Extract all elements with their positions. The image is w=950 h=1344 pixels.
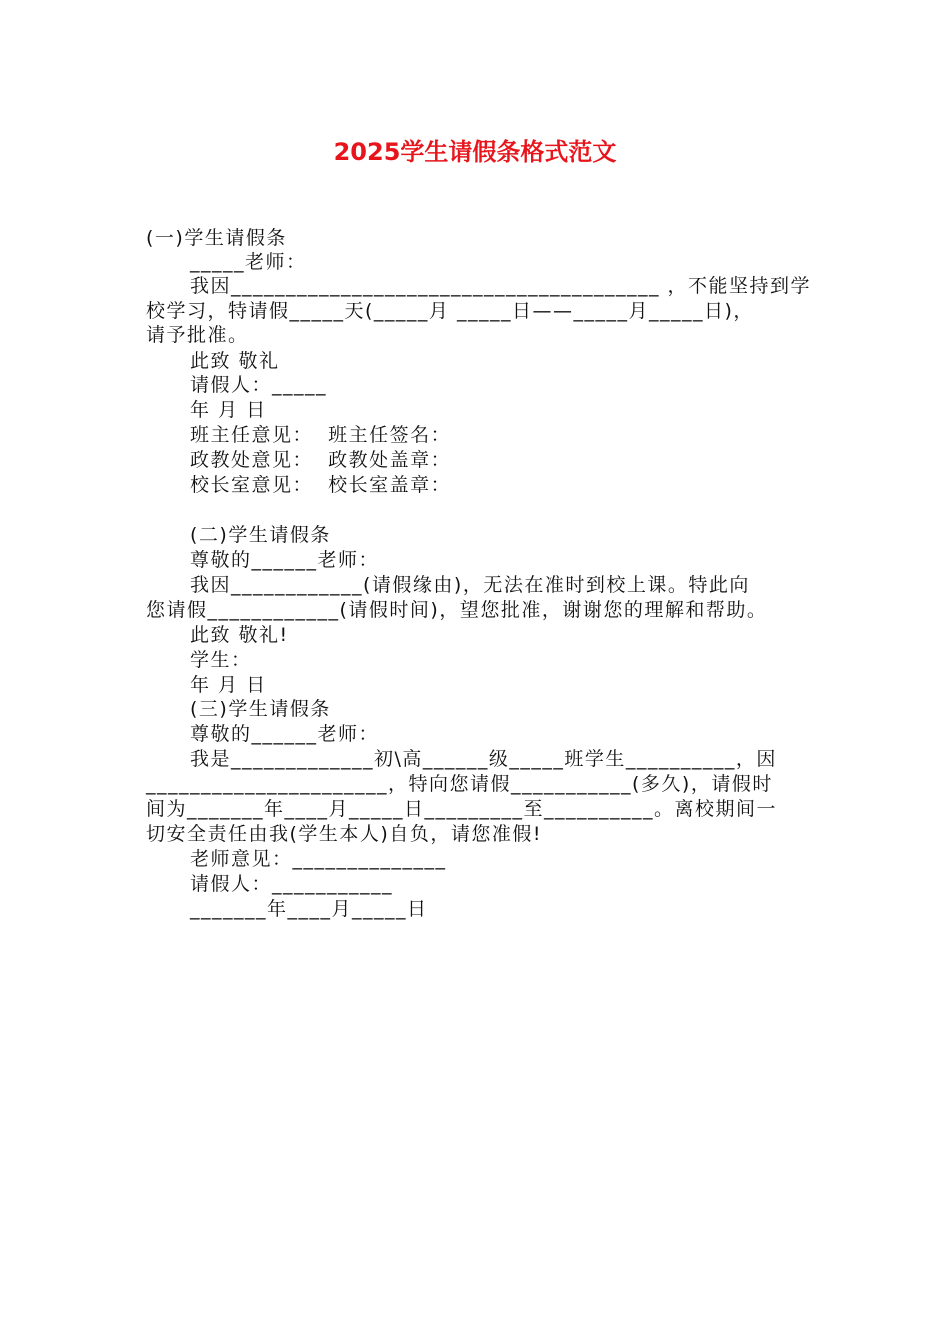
text-line: ______________________，特向您请假___________(多久)，请假时 — [146, 773, 773, 795]
text-line: 请假人：_____ — [190, 374, 328, 396]
text-line: 此致 敬礼 — [190, 350, 280, 372]
section-2-heading: (二)学生请假条 — [190, 524, 331, 546]
text-line: 请予批准。 — [146, 324, 249, 346]
section-1-heading: (一)学生请假条 — [146, 227, 287, 249]
text-line: 学生： — [190, 649, 252, 671]
text-line: 我是_____________初\高______级_____班学生__________，因 — [190, 748, 777, 770]
text-line: 切安全责任由我(学生本人)自负，请您准假! — [146, 823, 542, 845]
text-line: _______年____月_____日 — [190, 898, 428, 920]
text-line: 校学习，特请假_____天(_____月 _____日——_____月_____日)， — [146, 300, 754, 322]
text-line: 此致 敬礼! — [190, 624, 289, 646]
text-line: 我因____________(请假缘由)，无法在准时到校上课。特此向 — [190, 574, 750, 596]
text-line: 我因_______________________________________ ，不能坚持到学 — [190, 275, 812, 297]
text-line: 尊敬的______老师： — [190, 549, 380, 571]
text-line: 您请假____________(请假时间)，望您批准，谢谢您的理解和帮助。 — [146, 599, 768, 621]
section-3-heading: (三)学生请假条 — [190, 698, 331, 720]
text-line: _____老师： — [190, 251, 307, 273]
text-line: 请假人：___________ — [190, 873, 394, 895]
text-line: 政教处意见： 政教处盖章： — [190, 449, 452, 471]
text-line: 老师意见：______________ — [190, 848, 447, 870]
text-line: 间为_______年____月_____日_________至__________。离校期间一 — [146, 798, 778, 820]
text-line: 班主任意见： 班主任签名： — [190, 424, 452, 446]
text-line: 年 月 日 — [190, 674, 267, 696]
text-line: 年 月 日 — [190, 399, 267, 421]
text-line: 校长室意见： 校长室盖章： — [190, 474, 452, 496]
text-line: 尊敬的______老师： — [190, 723, 380, 745]
document-title: 2025学生请假条格式范文 — [333, 138, 617, 166]
